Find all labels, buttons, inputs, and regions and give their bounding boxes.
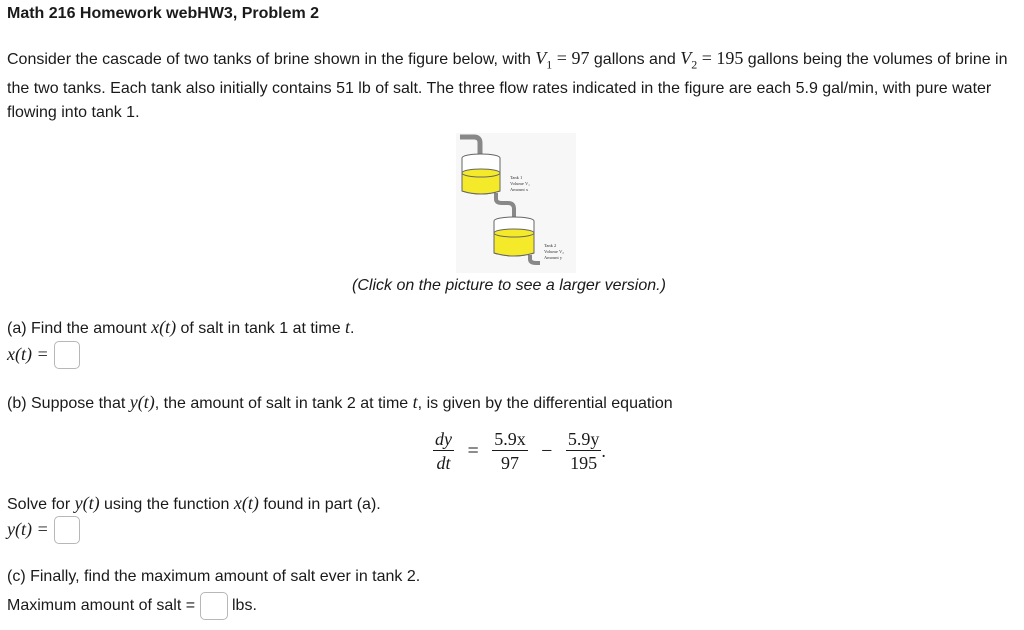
v1-equation bbox=[535, 48, 590, 72]
solve-y-prompt bbox=[7, 493, 381, 514]
dy-numerator: dy bbox=[435, 429, 452, 449]
part-b-prompt bbox=[7, 392, 673, 413]
intro-text-3: gallons being the volumes of brine in the two tanks. Each tank also initially contains 51 lb of salt. The three flow rates indicated in the figure are each 5.9 gal/min, with pure water flowing into tank 1. bbox=[7, 51, 1008, 121]
figure-caption-link[interactable]: (Click on the picture to see a larger version.) bbox=[352, 277, 666, 294]
part-a-var: x(t) bbox=[151, 317, 177, 337]
part-b-tvar: t bbox=[412, 392, 418, 412]
term1-numerator: 5.9x bbox=[494, 429, 526, 449]
connecting-pipe-icon bbox=[496, 193, 514, 217]
problem-intro bbox=[7, 46, 1019, 125]
x-answer-input[interactable] bbox=[54, 341, 80, 369]
intro-text-1: Consider the cascade of two tanks of brine shown in the figure below, with bbox=[7, 51, 536, 68]
v1-subscript: 1 bbox=[546, 57, 553, 72]
dt-denominator: dt bbox=[436, 453, 451, 473]
part-b-text-2: , the amount of salt in tank 2 at time bbox=[154, 395, 413, 412]
tank1-amount-label: Amount x bbox=[510, 187, 529, 192]
tank-cascade-illustration bbox=[456, 133, 576, 273]
v2-equation bbox=[680, 48, 744, 72]
v1-value: = 97 bbox=[552, 48, 590, 68]
tank2-brine-surface bbox=[494, 229, 534, 237]
part-b-text: (b) Suppose that bbox=[7, 395, 130, 412]
part-a-suffix: . bbox=[350, 320, 355, 337]
max-salt-input[interactable] bbox=[200, 592, 228, 620]
outflow-pipe-icon bbox=[530, 255, 540, 263]
y-answer-input[interactable] bbox=[54, 516, 80, 544]
part-a-tvar: t bbox=[345, 317, 351, 337]
v2-symbol: V bbox=[680, 48, 692, 68]
dy-dt-fraction bbox=[433, 428, 454, 475]
equation-period: . bbox=[601, 441, 606, 461]
solve-text-2: using the function bbox=[99, 496, 234, 513]
y-answer-row bbox=[7, 516, 80, 548]
term1-denominator: 97 bbox=[500, 453, 519, 473]
minus-sign: − bbox=[541, 440, 553, 462]
solve-var: y(t) bbox=[74, 493, 100, 513]
x-answer-label: x(t) = bbox=[7, 343, 49, 364]
term2-fraction bbox=[566, 428, 602, 475]
tank-cascade-figure[interactable] bbox=[456, 133, 576, 273]
x-answer-row bbox=[7, 341, 80, 373]
tank2-amount-label: Amount y bbox=[544, 255, 563, 260]
v2-value: = 195 bbox=[697, 48, 744, 68]
tank2-volume-label: Volume V₂ bbox=[544, 249, 564, 254]
solve-text: Solve for bbox=[7, 496, 75, 513]
max-salt-unit: lbs. bbox=[231, 597, 257, 615]
max-salt-row bbox=[7, 592, 257, 624]
part-c-prompt: (c) Finally, find the maximum amount of salt ever in tank 2. bbox=[7, 568, 421, 585]
intro-text-2: gallons and bbox=[589, 51, 681, 68]
term2-denominator: 195 bbox=[570, 453, 598, 473]
tank1-label: Tank 1 bbox=[510, 175, 523, 180]
part-a-text: (a) Find the amount bbox=[7, 320, 152, 337]
inflow-pipe-icon bbox=[460, 137, 480, 155]
v2-subscript: 2 bbox=[691, 57, 698, 72]
tank2-label: Tank 2 bbox=[544, 243, 557, 248]
equals-sign: = bbox=[467, 440, 479, 462]
page-title: Math 216 Homework webHW3, Problem 2 bbox=[7, 5, 320, 22]
max-salt-label: Maximum amount of salt = bbox=[7, 597, 196, 615]
part-a-prompt bbox=[7, 317, 355, 338]
term2-numerator: 5.9y bbox=[567, 429, 600, 449]
tank1-brine-surface bbox=[462, 169, 500, 177]
solve-text-3: found in part (a). bbox=[258, 496, 381, 513]
part-a-text-2: of salt in tank 1 at time bbox=[176, 320, 346, 337]
v1-symbol: V bbox=[535, 48, 547, 68]
term1-fraction bbox=[492, 428, 528, 475]
part-b-text-3: , is given by the differential equation bbox=[417, 395, 673, 412]
tank1-volume-label: Volume V₁ bbox=[510, 181, 530, 186]
y-answer-label: y(t) = bbox=[7, 518, 49, 539]
differential-equation bbox=[433, 428, 606, 478]
part-b-var: y(t) bbox=[129, 392, 155, 412]
solve-xvar: x(t) bbox=[233, 493, 259, 513]
